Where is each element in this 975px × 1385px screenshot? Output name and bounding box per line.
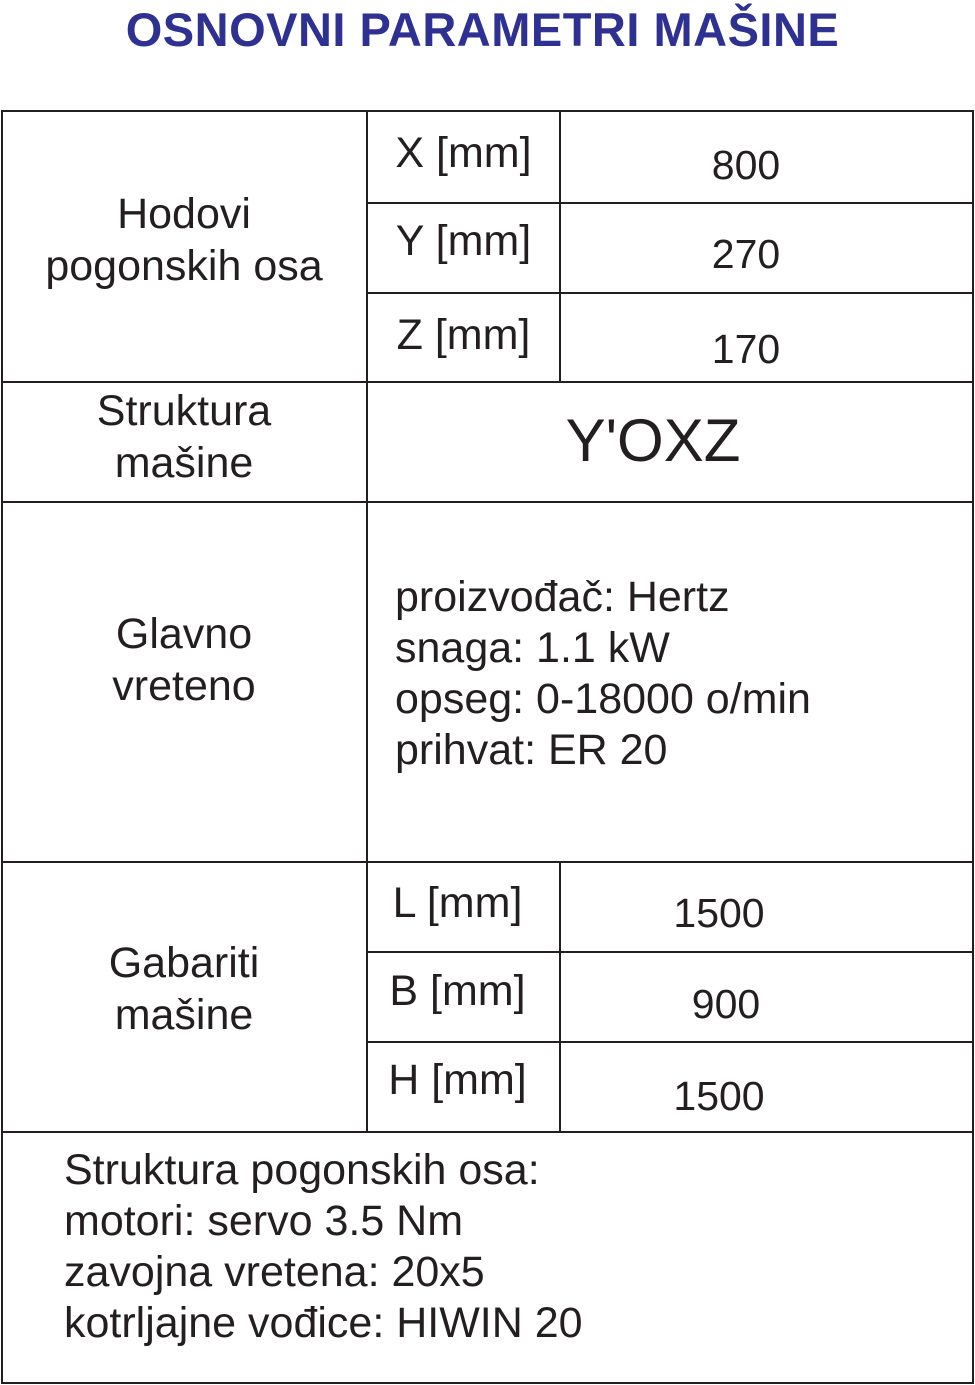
structure-label-line2: mašine xyxy=(114,439,254,487)
row-divider-structure-spindle xyxy=(1,501,974,503)
dimension-l-value: 1500 xyxy=(673,890,765,936)
drive-ball-screws: zavojna vretena: 20x5 xyxy=(64,1248,485,1296)
row-divider-b-h xyxy=(366,1041,974,1043)
row-divider-dimensions-drive xyxy=(1,1131,974,1133)
spindle-label xyxy=(2,608,366,712)
travel-label xyxy=(2,188,366,292)
spindle-manufacturer: proizvođač: Hertz xyxy=(395,573,730,621)
structure-label-line1: Struktura xyxy=(96,387,272,435)
drive-structure-heading: Struktura pogonskih osa: xyxy=(64,1146,540,1194)
spindle-label-line1: Glavno xyxy=(115,610,253,658)
drive-motors: motori: servo 3.5 Nm xyxy=(64,1197,464,1245)
axis-x-label: X [mm] xyxy=(395,129,532,177)
table-border-bottom xyxy=(1,1382,974,1384)
spindle-speed-range: opseg: 0-18000 o/min xyxy=(395,675,811,723)
row-divider-x-y xyxy=(366,202,974,204)
structure-label xyxy=(2,385,366,489)
travel-label-line2: pogonskih osa xyxy=(45,242,323,290)
row-divider-spindle-dimensions xyxy=(1,861,974,863)
axis-y-value: 270 xyxy=(711,231,781,277)
dimension-h-label: H [mm] xyxy=(388,1056,527,1104)
axis-y-label: Y [mm] xyxy=(395,217,532,265)
dimension-b-label: B [mm] xyxy=(389,967,526,1015)
table-border-left xyxy=(1,110,3,1384)
dimension-h-value: 1500 xyxy=(673,1073,765,1119)
page-title: OSNOVNI PARAMETRI MAŠINE xyxy=(125,3,840,56)
dimension-b-value: 900 xyxy=(691,981,761,1027)
structure-value: Y'OXZ xyxy=(565,407,741,474)
spindle-power: snaga: 1.1 kW xyxy=(395,624,670,672)
spindle-tool-holder: prihvat: ER 20 xyxy=(395,726,668,774)
drive-linear-guides: kotrljajne vođice: HIWIN 20 xyxy=(64,1299,583,1347)
spindle-details xyxy=(395,572,811,776)
drive-structure-details xyxy=(64,1145,583,1349)
axis-z-label: Z [mm] xyxy=(396,311,531,359)
travel-label-line1: Hodovi xyxy=(117,190,251,238)
table-border-top xyxy=(1,110,974,112)
row-divider-travel-structure xyxy=(1,381,974,383)
dimensions-label xyxy=(2,937,366,1041)
row-divider-y-z xyxy=(366,292,974,294)
dimension-l-label: L [mm] xyxy=(392,879,523,927)
table-border-right xyxy=(972,110,974,1384)
dimensions-label-line2: mašine xyxy=(114,991,254,1039)
axis-x-value: 800 xyxy=(711,142,781,188)
axis-z-value: 170 xyxy=(711,326,781,372)
dimensions-label-line1: Gabariti xyxy=(108,939,260,987)
spindle-label-line2: vreteno xyxy=(112,662,256,710)
row-divider-l-b xyxy=(366,951,974,953)
